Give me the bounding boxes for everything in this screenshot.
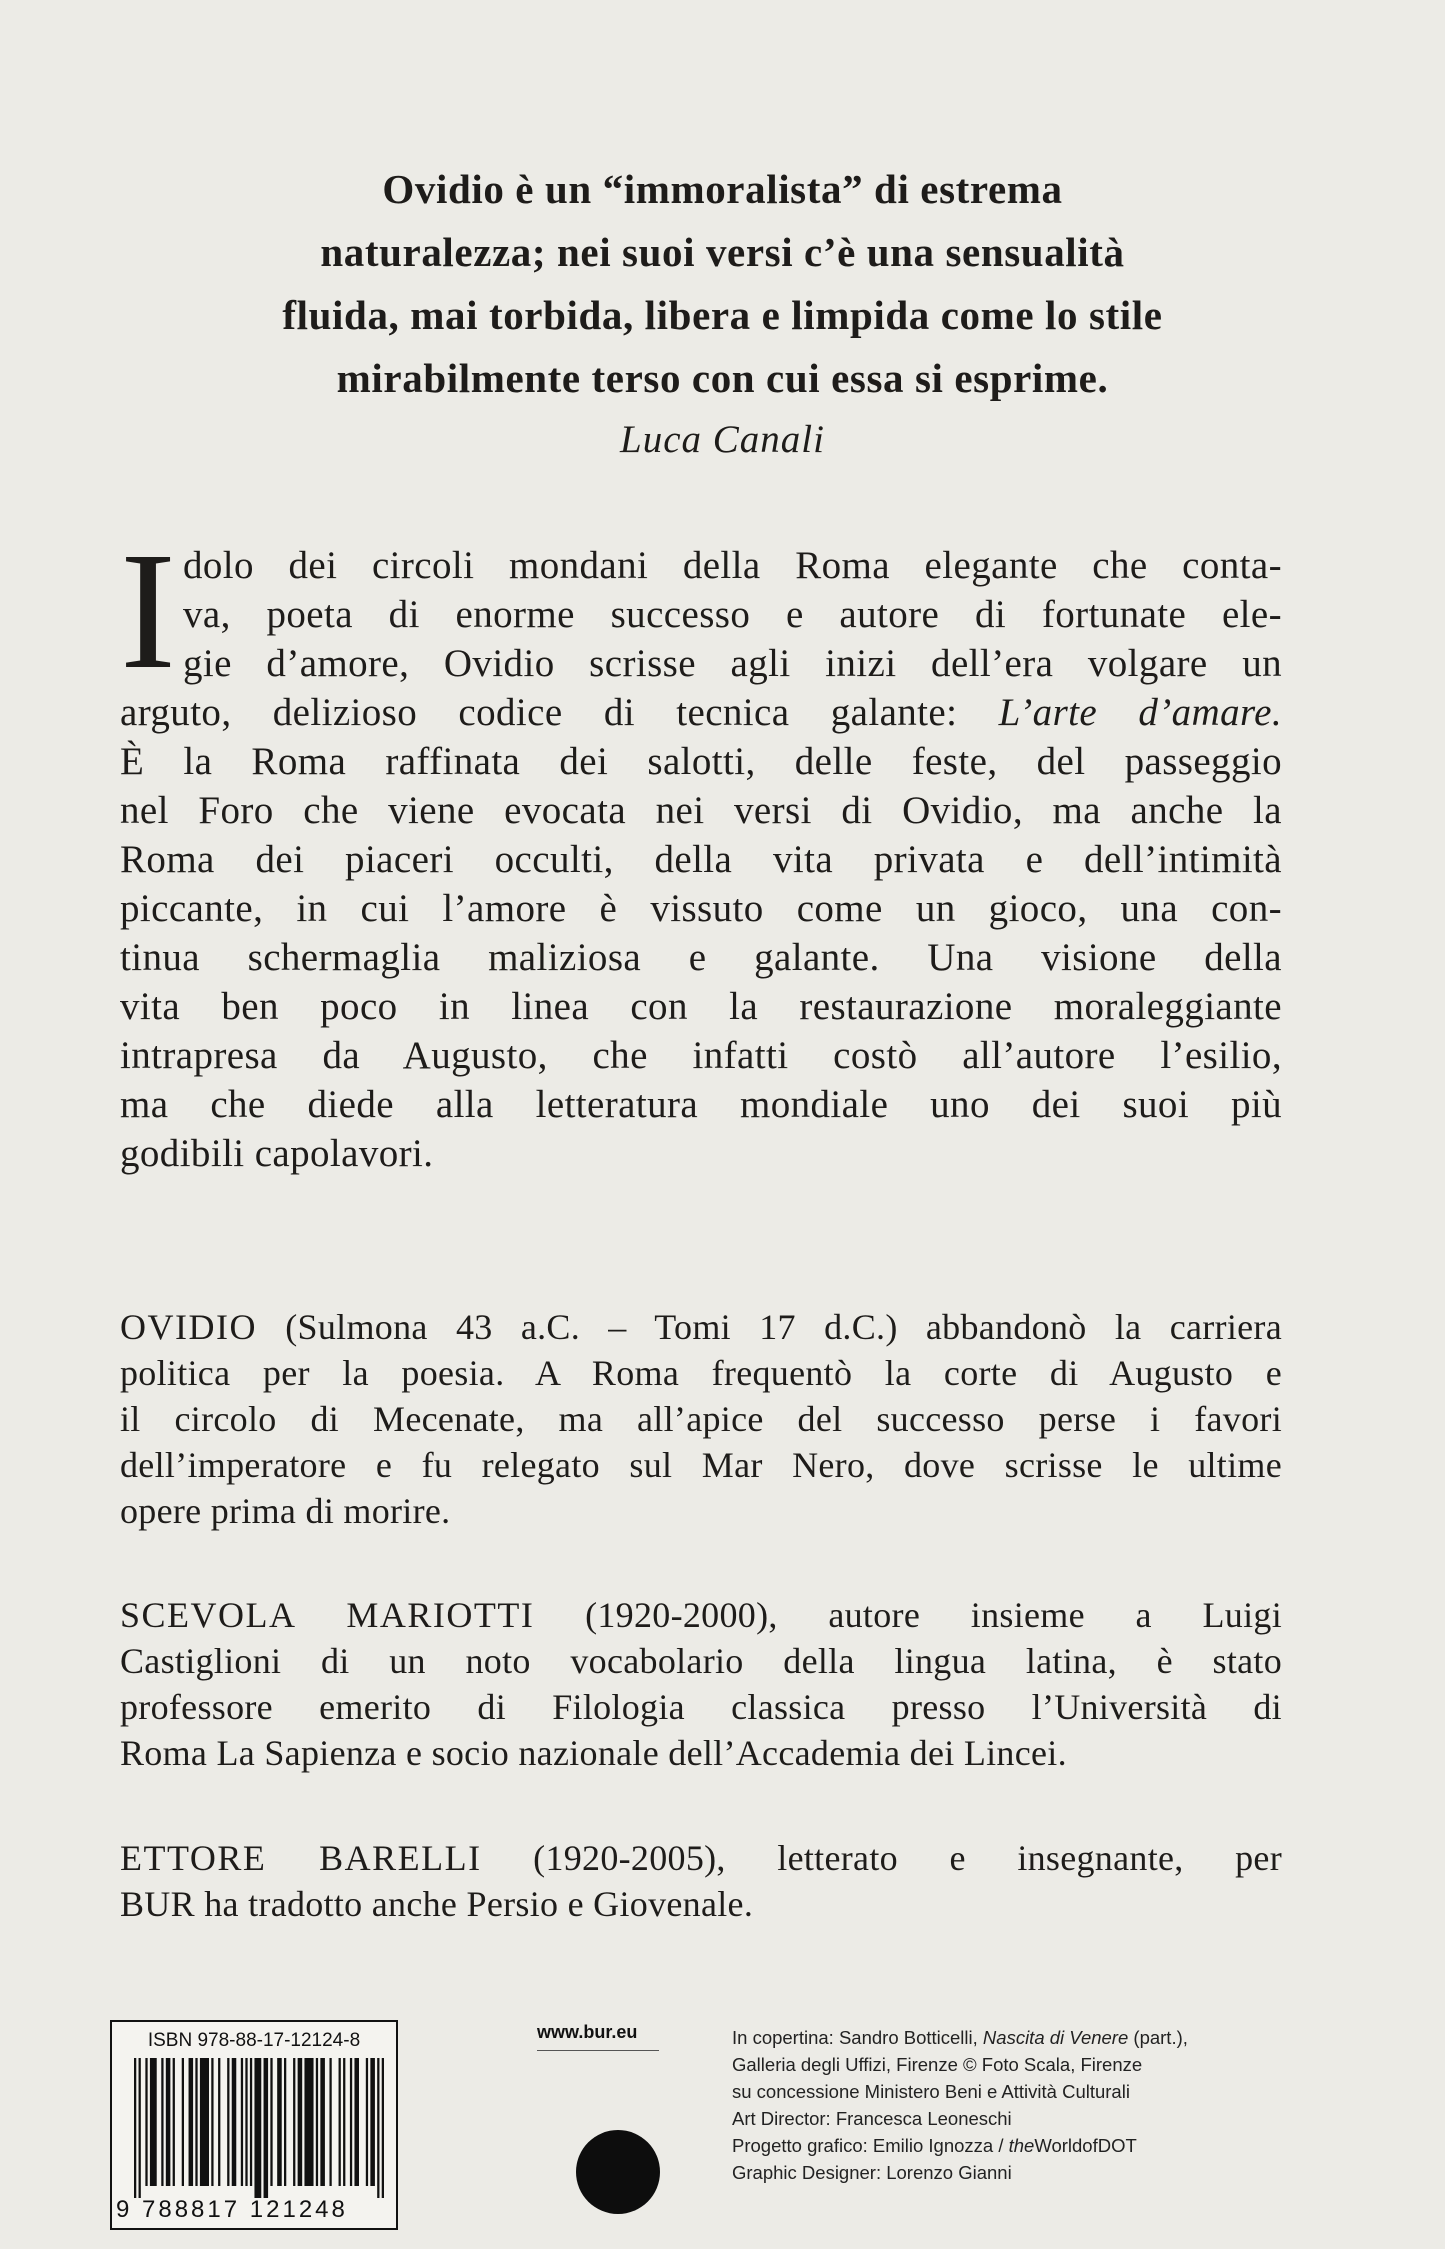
credit-line [732, 2024, 1292, 2051]
barcode-bar [329, 2058, 331, 2186]
barcode-bar [218, 2058, 220, 2186]
publisher-logo-dot [576, 2130, 660, 2214]
blurb-line: godibili capolavori. [120, 1132, 434, 1175]
bio-line: Castiglioni di un noto vocabolario della lingua latina, è stato [120, 1641, 1282, 1681]
divider [537, 2050, 659, 2051]
barcode-bar [284, 2058, 286, 2186]
blurb-line: Roma dei piaceri occulti, della vita privata e dell’intimità [120, 838, 1282, 881]
drop-cap: I [120, 518, 177, 704]
quote-line: naturalezza; nei suoi versi c’è una sensualità [320, 229, 1125, 275]
barcode-bar [250, 2058, 252, 2186]
barcode-bar [195, 2058, 197, 2186]
barcode-bar [150, 2058, 157, 2186]
quote-line: Ovidio è un “immoralista” di estrema [382, 166, 1063, 212]
barcode-bar [254, 2058, 261, 2198]
barcode-bar [350, 2058, 352, 2186]
barcode-bar [354, 2058, 359, 2186]
barcode-bar [227, 2058, 229, 2186]
studio-name: WorldofDOT [1034, 2135, 1137, 2156]
barcode-bar [343, 2058, 345, 2186]
blurb-line: dolo dei circoli mondani della Roma elegante che conta- [183, 544, 1282, 587]
barcode-bars [134, 2058, 384, 2198]
bio-name: OVIDIO [120, 1307, 257, 1347]
bio-line-text: (1920-2000), autore insieme a Luigi [585, 1595, 1283, 1635]
barcode-bar [241, 2058, 243, 2186]
blurb-line [120, 688, 1282, 737]
bio-line: Roma La Sapienza e socio nazionale dell’Accademia dei Lincei. [120, 1733, 1067, 1773]
book-title: L’arte d’amare. [998, 691, 1283, 734]
bio-name: ETTORE BARELLI [120, 1838, 482, 1878]
credit-line: Art Director: Francesca Leoneschi [732, 2108, 1012, 2129]
credit-text: In copertina: Sandro Botticelli, [732, 2027, 983, 2048]
pull-quote [0, 158, 1445, 468]
bio-line: politica per la poesia. A Roma frequentò la corte di Augusto e [120, 1353, 1282, 1393]
barcode-bar [293, 2058, 295, 2186]
barcode-bar [134, 2058, 136, 2198]
bio-line: dell’imperatore e fu relegato sul Mar Nero, dove scrisse le ultime [120, 1445, 1282, 1485]
blurb-line: va, poeta di enorme successo e autore di fortunate ele- [183, 593, 1282, 636]
credit-text: (part.), [1128, 2027, 1188, 2048]
bio-line [120, 1304, 1282, 1350]
barcode-bar [382, 2058, 384, 2198]
blurb-line: piccante, in cui l’amore è vissuto come un gioco, una con- [120, 887, 1282, 930]
quote-line: fluida, mai torbida, libera e limpida come lo stile [282, 292, 1163, 338]
blurb-line: ma che diede alla letteratura mondiale uno dei suoi più [120, 1083, 1282, 1126]
barcode-bar [232, 2058, 237, 2186]
barcode-bar [189, 2058, 194, 2186]
cover-credits [732, 2024, 1292, 2186]
bio-barelli [120, 1835, 1282, 1927]
bio-line: professore emerito di Filologia classica presso l’Università di [120, 1687, 1282, 1727]
barcode-bar [211, 2058, 213, 2186]
barcode-bar [245, 2058, 247, 2186]
barcode-bar [298, 2058, 303, 2186]
credit-line: Galleria degli Uffizi, Firenze © Foto Scala, Firenze [732, 2054, 1143, 2075]
blurb-line: tinua schermaglia maliziosa e galante. Una visione della [120, 936, 1282, 979]
blurb-line: È la Roma raffinata dei salotti, delle feste, del passeggio [120, 740, 1282, 783]
barcode-bar [277, 2058, 282, 2186]
isbn-label: ISBN 978-88-17-12124-8 [147, 2030, 361, 2051]
blurb-line-text: arguto, delizioso codice di tecnica galante: [120, 691, 958, 734]
bio-ovidio [120, 1304, 1282, 1534]
publisher-website[interactable]: www.bur.eu [537, 2022, 638, 2042]
barcode-bar [320, 2058, 325, 2186]
bio-line: opere prima di morire. [120, 1491, 451, 1531]
bio-line-text: (Sulmona 43 a.C. – Tomi 17 d.C.) abbandonò la carriera [285, 1307, 1282, 1347]
studio-name-italic: the [1008, 2135, 1035, 2156]
blurb-paragraph [120, 518, 1283, 1178]
blurb-line: nel Foro che viene evocata nei versi di Ovidio, ma anche la [120, 789, 1282, 832]
barcode-bar [316, 2058, 318, 2186]
quote-line: mirabilmente terso con cui essa si esprime. [336, 355, 1109, 401]
barcode-bar [145, 2058, 147, 2186]
bio-line: BUR ha tradotto anche Persio e Giovenale. [120, 1884, 754, 1924]
barcode-bar [370, 2058, 375, 2186]
bio-name: SCEVOLA MARIOTTI [120, 1595, 535, 1635]
bio-line: il circolo di Mecenate, ma all’apice del successo perse i favori [120, 1399, 1282, 1439]
barcode-bar [270, 2058, 272, 2186]
barcode-bar [377, 2058, 379, 2198]
bio-line-text: (1920-2005), letterato e insegnante, per [533, 1838, 1282, 1878]
artwork-title: Nascita di Venere [982, 2027, 1129, 2048]
barcode-digits: 9 788817 121248 [116, 2196, 348, 2223]
barcode-bar [339, 2058, 341, 2186]
barcode-bar [366, 2058, 368, 2186]
barcode-bar [304, 2058, 313, 2186]
isbn-barcode [110, 2020, 398, 2230]
blurb-line: vita ben poco in linea con la restaurazione moraleggiante [120, 985, 1282, 1028]
blurb-line: gie d’amore, Ovidio scrisse agli inizi dell’era volgare un [183, 642, 1282, 685]
barcode-bar [139, 2058, 141, 2198]
credit-line [732, 2132, 1292, 2159]
barcode-bar [200, 2058, 209, 2186]
quote-author: Luca Canali [620, 418, 825, 461]
credit-line: su concessione Ministero Beni e Attività Culturali [732, 2081, 1130, 2102]
barcode-bar [173, 2058, 175, 2186]
bio-line [120, 1592, 1282, 1638]
barcode-bar [264, 2058, 269, 2198]
credit-line: Graphic Designer: Lorenzo Gianni [732, 2162, 1012, 2183]
bio-line [120, 1835, 1282, 1881]
bio-mariotti [120, 1592, 1282, 1776]
blurb-line: intrapresa da Augusto, che infatti costò all’autore l’esilio, [120, 1034, 1282, 1077]
barcode-bar [182, 2058, 184, 2186]
barcode-bar [161, 2058, 163, 2186]
credit-text: Progetto grafico: Emilio Ignozza / [732, 2135, 1009, 2156]
barcode-bar [166, 2058, 171, 2186]
